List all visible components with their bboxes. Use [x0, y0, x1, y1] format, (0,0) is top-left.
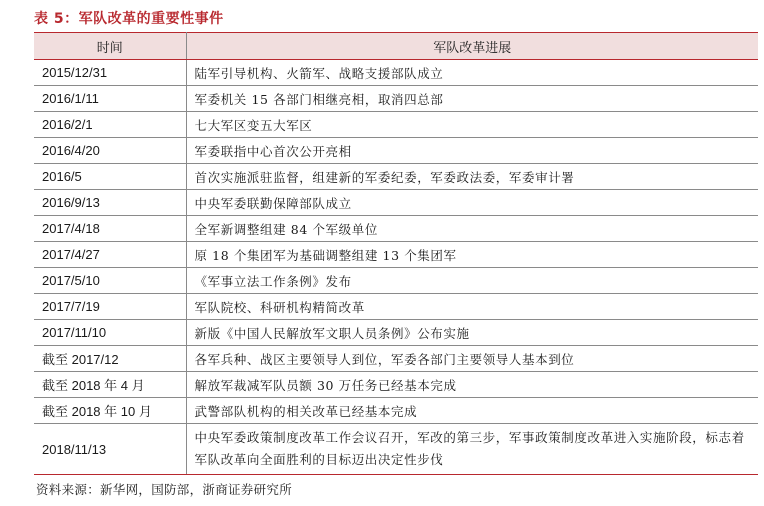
cell-time: 2016/2/1 — [34, 112, 186, 138]
cell-time: 2017/4/18 — [34, 216, 186, 242]
reform-events-table — [34, 32, 758, 475]
table-row — [34, 242, 758, 268]
table-row — [34, 164, 758, 190]
table-row — [34, 268, 758, 294]
cell-time: 2017/11/10 — [34, 320, 186, 346]
table-row — [34, 112, 758, 138]
cell-event: 解放军裁减军队员额 30 万任务已经基本完成 — [186, 372, 758, 398]
cell-event: 军委机关 15 各部门相继亮相，取消四总部 — [186, 86, 758, 112]
table-row — [34, 294, 758, 320]
cell-event: 七大军区变五大军区 — [186, 112, 758, 138]
table-row — [34, 398, 758, 424]
table-row — [34, 372, 758, 398]
cell-event: 《军事立法工作条例》发布 — [186, 268, 758, 294]
cell-event: 军队院校、科研机构精简改革 — [186, 294, 758, 320]
table-header-row — [34, 33, 758, 60]
table-title: 表 5：军队改革的重要性事件 — [34, 11, 224, 27]
cell-time: 2016/1/11 — [34, 86, 186, 112]
cell-event: 中央军委联勤保障部队成立 — [186, 190, 758, 216]
cell-time: 2018/11/13 — [34, 424, 186, 475]
cell-time: 2017/7/19 — [34, 294, 186, 320]
table-row — [34, 86, 758, 112]
column-header-event: 军队改革进展 — [186, 33, 758, 60]
cell-time: 2017/4/27 — [34, 242, 186, 268]
cell-event: 原 18 个集团军为基础调整组建 13 个集团军 — [186, 242, 758, 268]
table-row — [34, 424, 758, 475]
cell-time: 2016/9/13 — [34, 190, 186, 216]
cell-event: 军委联指中心首次公开亮相 — [186, 138, 758, 164]
cell-event: 全军新调整组建 84 个军级单位 — [186, 216, 758, 242]
cell-event: 首次实施派驻监督，组建新的军委纪委，军委政法委，军委审计署 — [186, 164, 758, 190]
cell-event: 各军兵种、战区主要领导人到位，军委各部门主要领导人基本到位 — [186, 346, 758, 372]
table-row — [34, 60, 758, 86]
cell-time: 2016/5 — [34, 164, 186, 190]
cell-time: 截至 2018 年 10 月 — [34, 398, 186, 424]
table-row — [34, 320, 758, 346]
source-note: 资料来源：新华网，国防部，浙商证券研究所 — [36, 482, 293, 497]
cell-event: 武警部队机构的相关改革已经基本完成 — [186, 398, 758, 424]
column-header-time: 时间 — [34, 33, 186, 60]
cell-event: 中央军委政策制度改革工作会议召开，军改的第三步，军事政策制度改革进入实施阶段，标志着军队改革向全面胜利的目标迈出决定性步伐 — [186, 424, 758, 475]
cell-event: 陆军引导机构、火箭军、战略支援部队成立 — [186, 60, 758, 86]
cell-time: 2015/12/31 — [34, 60, 186, 86]
table-row — [34, 190, 758, 216]
table-row — [34, 346, 758, 372]
cell-time: 截至 2017/12 — [34, 346, 186, 372]
cell-time: 截至 2018 年 4 月 — [34, 372, 186, 398]
table-row — [34, 216, 758, 242]
cell-event: 新版《中国人民解放军文职人员条例》公布实施 — [186, 320, 758, 346]
table-row — [34, 138, 758, 164]
cell-time: 2016/4/20 — [34, 138, 186, 164]
cell-time: 2017/5/10 — [34, 268, 186, 294]
